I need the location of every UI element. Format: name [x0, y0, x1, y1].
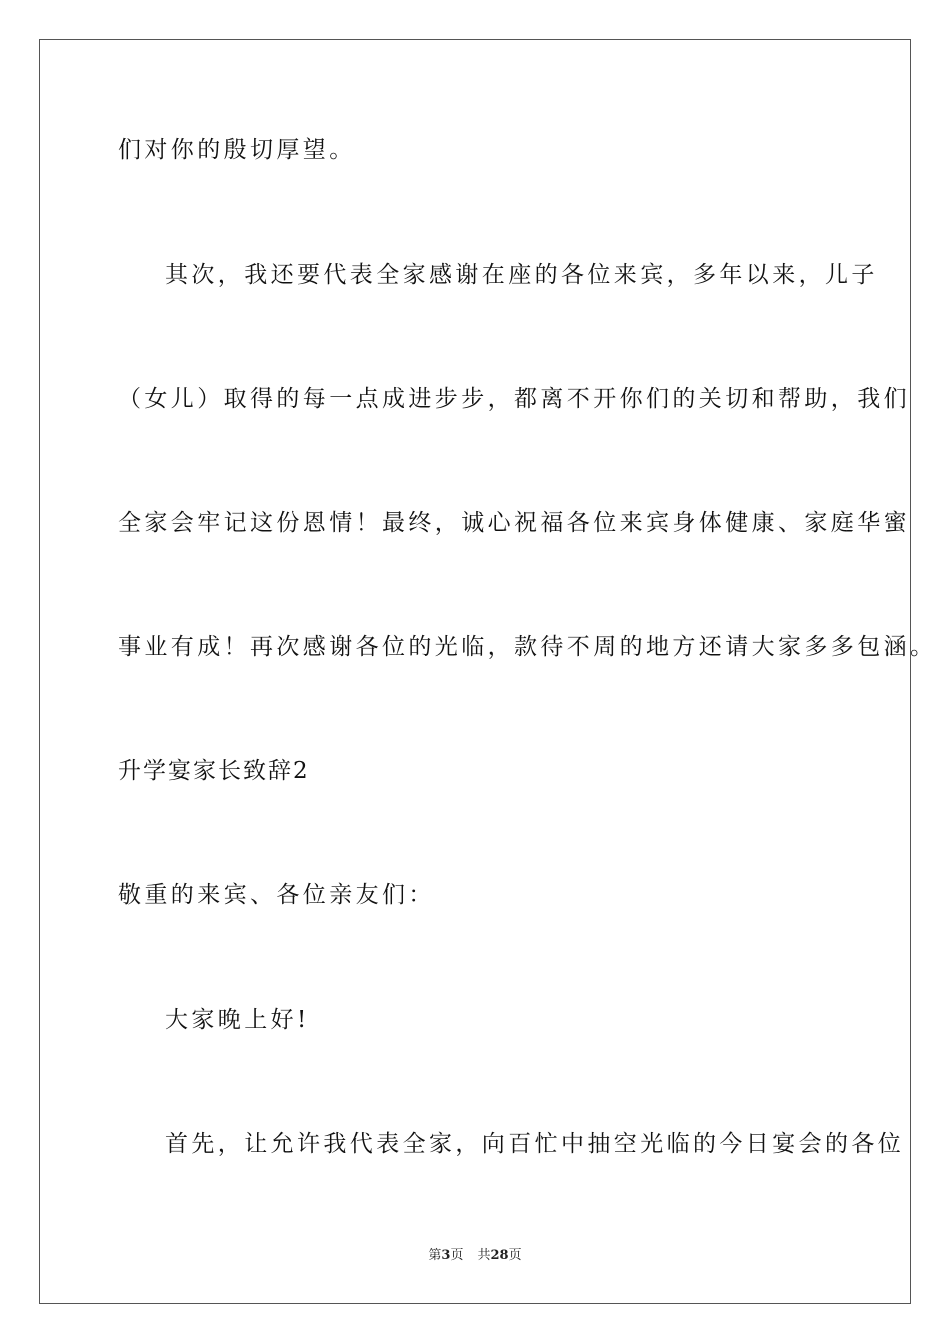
page-footer	[0, 1247, 950, 1265]
text-line-3: （女儿）取得的每一点成进步步，都离不开你们的关切和帮助，我们	[118, 386, 910, 412]
page-prefix: 第	[428, 1248, 442, 1263]
text-line-5: 事业有成！再次感谢各位的光临，款待不周的地方还请大家多多包涵。	[118, 634, 937, 660]
text-line-4: 全家会牢记这份恩情！最终，诚心祝福各位来宾身体健康、家庭华蜜	[118, 510, 910, 536]
page-number: 3	[441, 1248, 451, 1263]
total-pages: 28	[490, 1248, 509, 1263]
page-border	[39, 39, 911, 1304]
text-line-2: 其次，我还要代表全家感谢在座的各位来宾，多年以来，儿子	[165, 262, 878, 288]
greeting: 大家晚上好!	[165, 1007, 310, 1033]
page-suffix: 页	[450, 1248, 464, 1263]
total-suffix: 页	[508, 1248, 522, 1263]
total-prefix: 共	[477, 1248, 491, 1263]
salutation: 敬重的来宾、各位亲友们：	[118, 882, 435, 908]
text-line-1: 们对你的殷切厚望。	[118, 137, 356, 163]
section-heading: 升学宴家长致辞2	[118, 758, 310, 784]
text-line-9: 首先，让允许我代表全家，向百忙中抽空光临的今日宴会的各位	[165, 1131, 905, 1157]
